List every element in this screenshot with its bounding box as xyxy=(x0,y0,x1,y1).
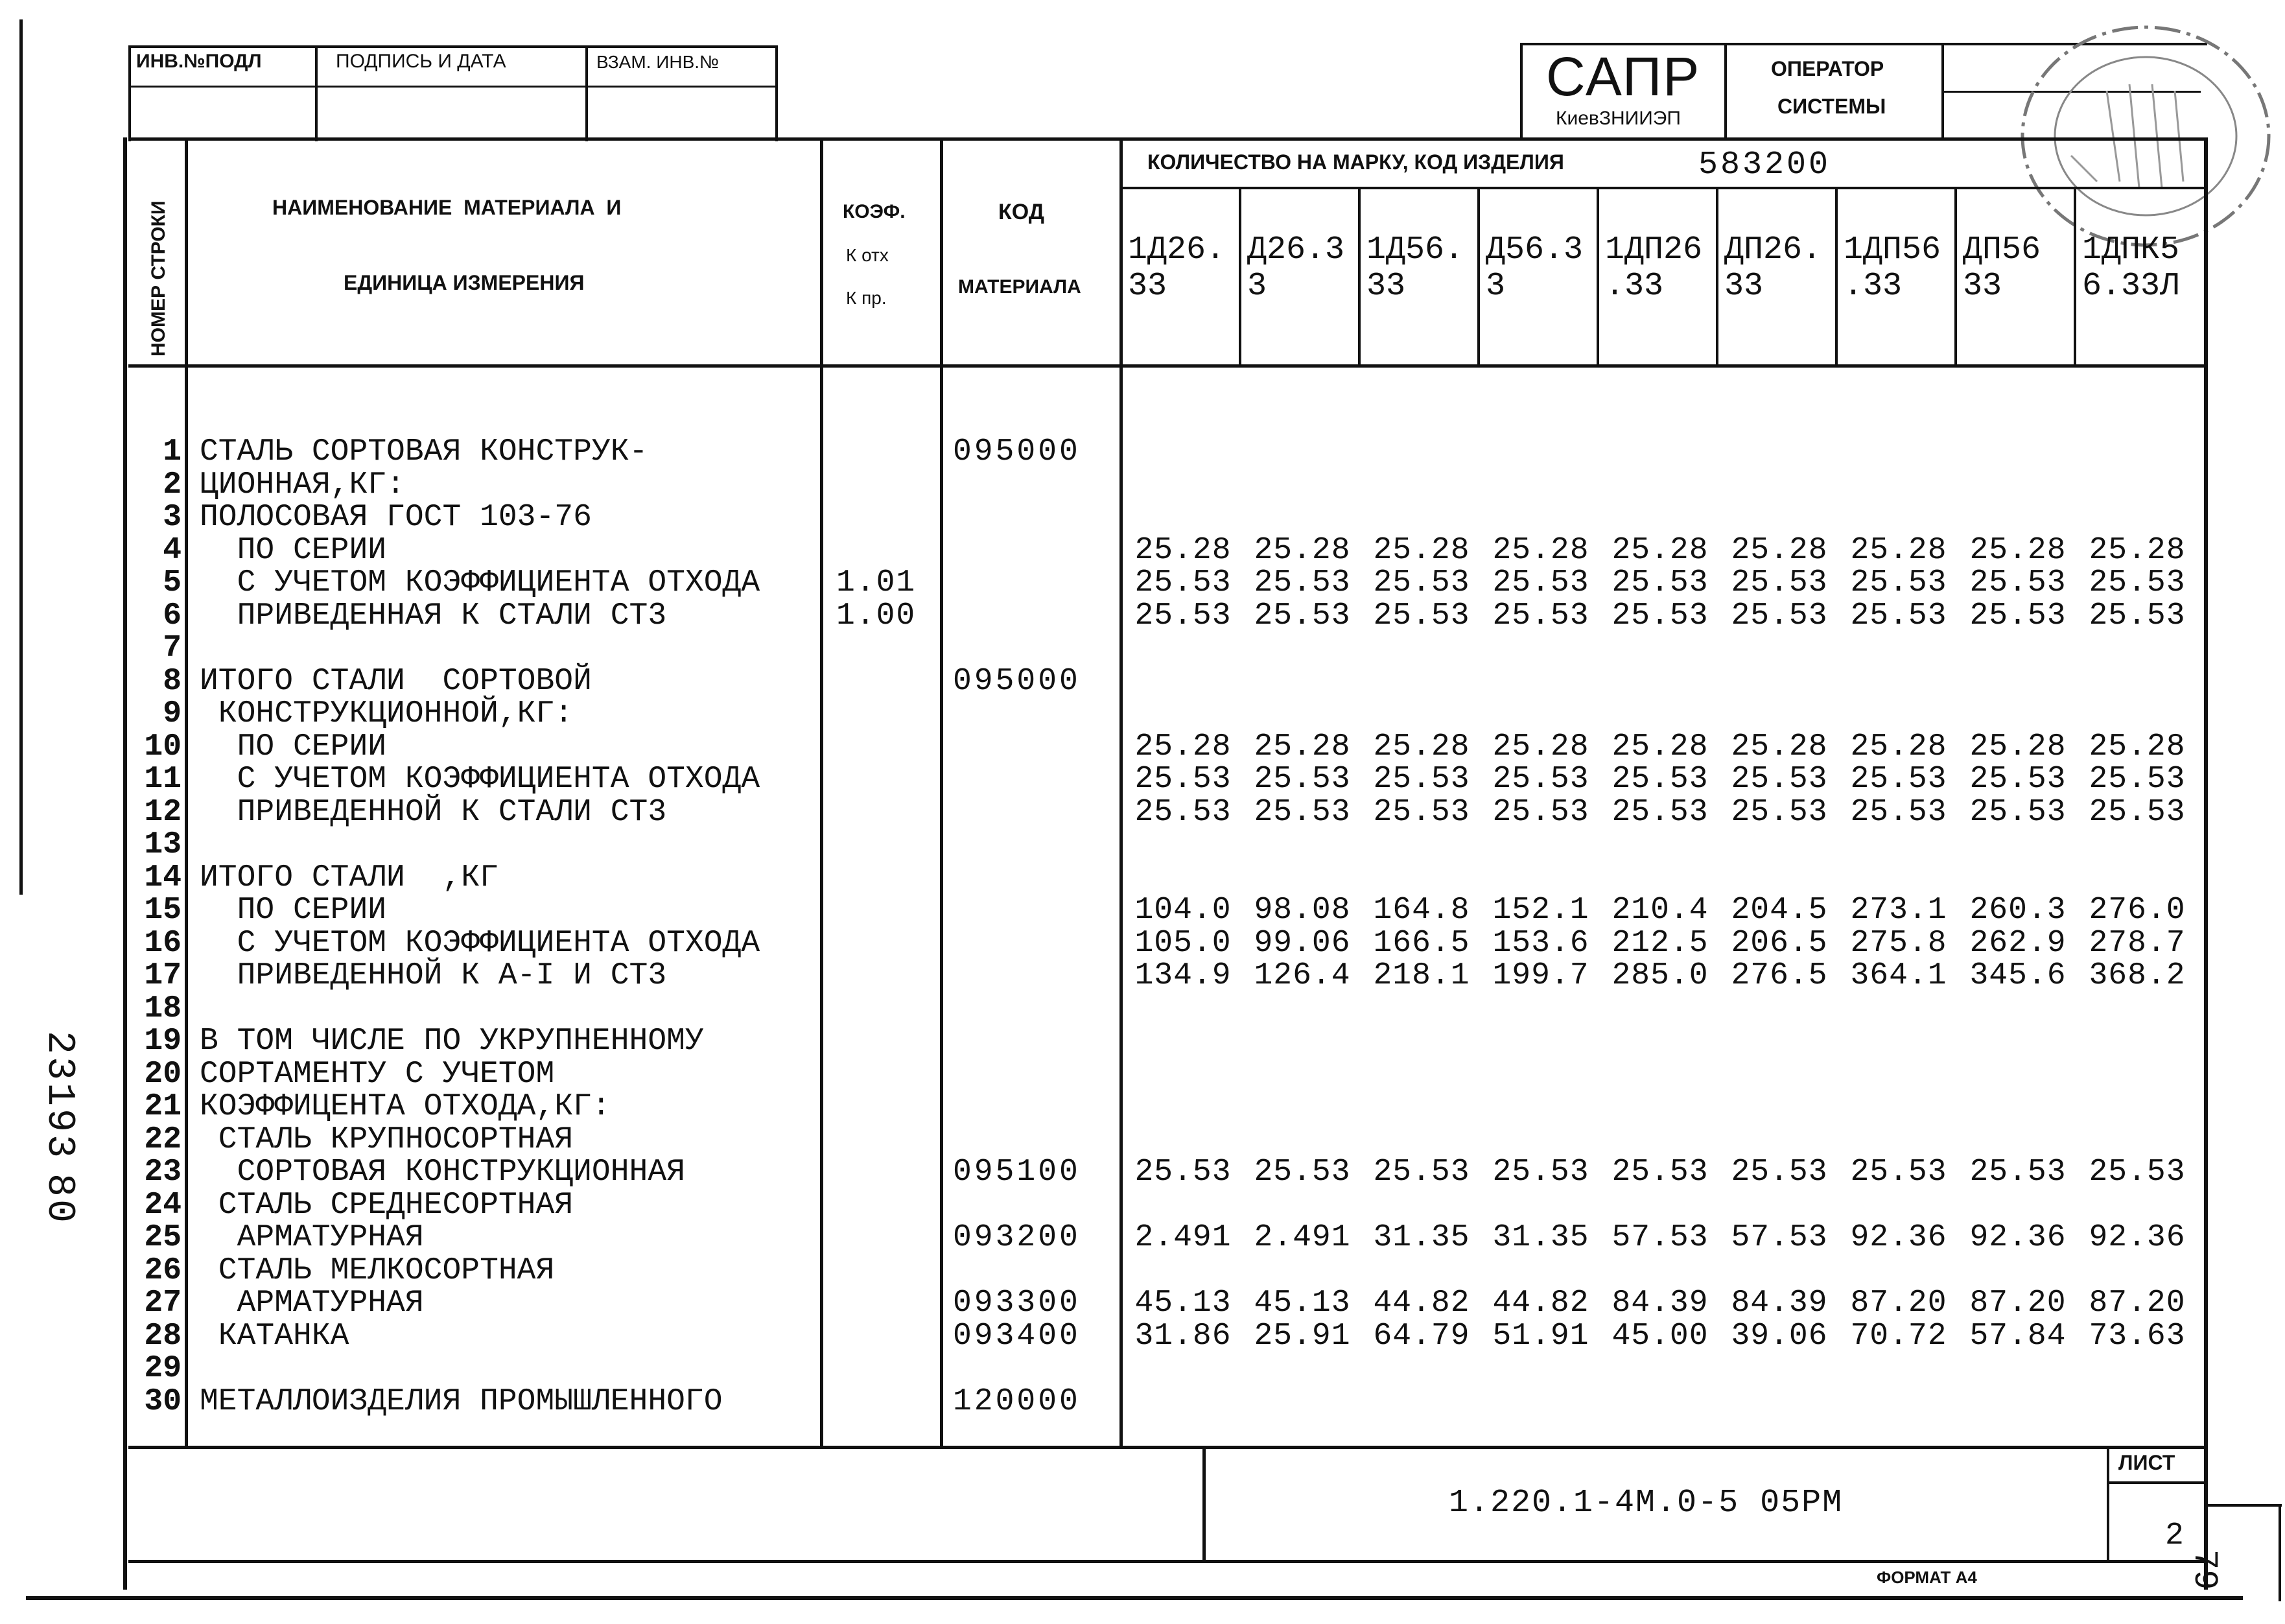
sheet-number: 2 xyxy=(2165,1518,2184,1553)
quantity-cell: 199.7 xyxy=(1492,958,1589,993)
row-number: 28 xyxy=(144,1319,182,1354)
quantity-cell: 104.0 xyxy=(1134,893,1232,928)
quantity-cell: 92.36 xyxy=(2089,1220,2186,1255)
quantity-cell: 25.28 xyxy=(1492,533,1589,568)
quantity-cell: 276.0 xyxy=(2089,893,2186,928)
row-number: 25 xyxy=(144,1220,182,1255)
quantity-cell: 25.91 xyxy=(1254,1319,1351,1354)
product-column-label: 1ДПК5 6.33Л xyxy=(2082,231,2180,305)
row-number: 27 xyxy=(144,1286,182,1321)
quantity-cell: 25.53 xyxy=(1373,762,1470,797)
quantity-cell: 260.3 xyxy=(1969,893,2067,928)
quantity-cell: 45.00 xyxy=(1611,1319,1709,1354)
row-number: 15 xyxy=(144,893,182,928)
row-number: 22 xyxy=(144,1122,182,1157)
quantity-cell: 25.53 xyxy=(1611,1155,1709,1190)
quantity-cell: 25.28 xyxy=(1611,533,1709,568)
quantity-cell: 25.53 xyxy=(1850,795,1947,830)
row-number: 4 xyxy=(163,533,182,568)
material-name: КОЭФФИЦЕНТА ОТХОДА,КГ: xyxy=(200,1089,611,1124)
quantity-cell: 204.5 xyxy=(1731,893,1828,928)
material-code: 093200 xyxy=(953,1220,1081,1255)
row-number: 17 xyxy=(144,958,182,993)
quantity-cell: 99.06 xyxy=(1254,926,1351,961)
operator-label: ОПЕРАТОР xyxy=(1771,57,1884,80)
row-number: 24 xyxy=(144,1188,182,1223)
quantity-cell: 25.53 xyxy=(1731,762,1828,797)
quantity-cell: 25.28 xyxy=(1850,729,1947,764)
row-number: 19 xyxy=(144,1024,182,1059)
quantity-cell: 25.28 xyxy=(1969,533,2067,568)
material-name: ПО СЕРИИ xyxy=(200,729,387,764)
material-name: СТАЛЬ СРЕДНЕСОРТНАЯ xyxy=(200,1188,574,1223)
quantity-cell: 25.53 xyxy=(1850,762,1947,797)
quantity-cell: 25.53 xyxy=(1611,565,1709,600)
material-name: С УЧЕТОМ КОЭФФИЦИЕНТА ОТХОДА xyxy=(200,565,760,600)
quantity-cell: 57.84 xyxy=(1969,1319,2067,1354)
quantity-cell: 25.53 xyxy=(1134,795,1232,830)
quantity-cell: 25.53 xyxy=(1373,565,1470,600)
quantity-cell: 45.13 xyxy=(1254,1286,1351,1321)
stamp-inv-label: ИНВ.№ПОДЛ xyxy=(136,51,262,72)
material-header-line2: ЕДИНИЦА ИЗМЕРЕНИЯ xyxy=(344,271,585,294)
quantity-cell: 92.36 xyxy=(1850,1220,1947,1255)
material-name: СОРТАМЕНТУ С УЧЕТОМ xyxy=(200,1057,555,1092)
coef-header-line2: К отх xyxy=(846,245,889,265)
quantity-cell: 31.86 xyxy=(1134,1319,1232,1354)
material-code: 095100 xyxy=(953,1155,1081,1190)
quantity-cell: 25.53 xyxy=(1134,598,1232,633)
quantity-cell: 25.53 xyxy=(1969,598,2067,633)
material-name: ЦИОННАЯ,КГ: xyxy=(200,467,405,502)
product-column-label: Д56.3 3 xyxy=(1486,231,1584,305)
material-name: КАТАНКА xyxy=(200,1319,349,1354)
quantity-cell: 25.53 xyxy=(1254,762,1351,797)
product-column-label: 1Д56. 33 xyxy=(1366,231,1464,305)
quantity-cell: 218.1 xyxy=(1373,958,1470,993)
material-name: ПРИВЕДЕННОЙ К СТАЛИ СТ3 xyxy=(200,795,667,830)
material-name: С УЧЕТОМ КОЭФФИЦИЕНТА ОТХОДА xyxy=(200,926,760,961)
quantity-cell: 25.28 xyxy=(2089,729,2186,764)
seal-stamp xyxy=(2010,13,2282,259)
quantity-cell: 25.28 xyxy=(1254,533,1351,568)
row-number: 16 xyxy=(144,926,182,961)
quantity-cell: 25.53 xyxy=(1254,598,1351,633)
quantity-cell: 278.7 xyxy=(2089,926,2186,961)
material-name: АРМАТУРНАЯ xyxy=(200,1286,424,1321)
quantity-cell: 25.53 xyxy=(1492,762,1589,797)
quantity-cell: 25.53 xyxy=(1731,1155,1828,1190)
quantity-cell: 25.53 xyxy=(1611,795,1709,830)
product-column-label: ДП56 33 xyxy=(1963,231,2041,305)
quantity-cell: 153.6 xyxy=(1492,926,1589,961)
quantity-cell: 276.5 xyxy=(1731,958,1828,993)
quantity-cell: 25.28 xyxy=(1134,533,1232,568)
coef-header-line3: К пр. xyxy=(846,288,887,308)
quantity-cell: 285.0 xyxy=(1611,958,1709,993)
material-name: В ТОМ ЧИСЛЕ ПО УКРУПНЕННОМУ xyxy=(200,1024,704,1059)
row-number: 7 xyxy=(163,631,182,666)
product-column-label: Д26.3 3 xyxy=(1247,231,1345,305)
material-name: СТАЛЬ СОРТОВАЯ КОНСТРУК- xyxy=(200,434,648,469)
quantity-cell: 39.06 xyxy=(1731,1319,1828,1354)
quantity-cell: 25.53 xyxy=(1492,598,1589,633)
row-number: 6 xyxy=(163,598,182,633)
coef-value: 1.01 xyxy=(836,565,917,600)
document-code: 1.220.1-4М.0-5 05РМ xyxy=(1449,1485,1844,1522)
row-number: 3 xyxy=(163,500,182,535)
sapr-org: КиевЗНИИЭП xyxy=(1556,108,1681,129)
material-name: ПРИВЕДЕННОЙ К А-I И СТ3 xyxy=(200,958,667,993)
row-number: 5 xyxy=(163,565,182,600)
quantity-cell: 206.5 xyxy=(1731,926,1828,961)
product-column-label: 1ДП26 .33 xyxy=(1605,231,1703,305)
row-number: 10 xyxy=(144,729,182,764)
material-name: СТАЛЬ МЕЛКОСОРТНАЯ xyxy=(200,1253,555,1288)
row-number: 2 xyxy=(163,467,182,502)
quantity-cell: 25.28 xyxy=(1134,729,1232,764)
quantity-cell: 166.5 xyxy=(1373,926,1470,961)
quantity-cell: 25.53 xyxy=(1373,598,1470,633)
coef-value: 1.00 xyxy=(836,598,917,633)
quantity-cell: 25.53 xyxy=(1254,1155,1351,1190)
quantity-cell: 25.53 xyxy=(1731,598,1828,633)
quantity-cell: 105.0 xyxy=(1134,926,1232,961)
code-header-line2: МАТЕРИАЛА xyxy=(958,276,1081,298)
side-code-1: 23193 xyxy=(37,1031,81,1161)
quantity-cell: 152.1 xyxy=(1492,893,1589,928)
quantity-cell: 345.6 xyxy=(1969,958,2067,993)
quantity-cell: 25.28 xyxy=(1373,533,1470,568)
material-name: ПОЛОСОВАЯ ГОСТ 103-76 xyxy=(200,500,592,535)
quantity-cell: 368.2 xyxy=(2089,958,2186,993)
quantity-cell: 210.4 xyxy=(1611,893,1709,928)
product-column-label: 1ДП56 .33 xyxy=(1844,231,1941,305)
row-number: 1 xyxy=(163,434,182,469)
product-column-label: 1Д26. 33 xyxy=(1128,231,1226,305)
quantity-header: КОЛИЧЕСТВО НА МАРКУ, КОД ИЗДЕЛИЯ xyxy=(1147,150,1564,174)
row-number: 21 xyxy=(144,1089,182,1124)
quantity-cell: 25.53 xyxy=(1969,565,2067,600)
quantity-cell: 25.53 xyxy=(1731,795,1828,830)
quantity-cell: 25.53 xyxy=(1492,1155,1589,1190)
quantity-cell: 25.28 xyxy=(1373,729,1470,764)
quantity-cell: 25.28 xyxy=(1731,729,1828,764)
quantity-cell: 25.53 xyxy=(1969,1155,2067,1190)
row-number: 26 xyxy=(144,1253,182,1288)
row-number: 14 xyxy=(144,860,182,895)
row-number: 13 xyxy=(144,827,182,862)
quantity-cell: 25.53 xyxy=(1492,795,1589,830)
quantity-cell: 25.53 xyxy=(1134,565,1232,600)
quantity-cell: 262.9 xyxy=(1969,926,2067,961)
row-number: 18 xyxy=(144,991,182,1026)
row-number: 29 xyxy=(144,1351,182,1386)
system-label: СИСТЕМЫ xyxy=(1777,95,1886,118)
material-name: СТАЛЬ КРУПНОСОРТНАЯ xyxy=(200,1122,574,1157)
row-number: 9 xyxy=(163,696,182,731)
quantity-cell: 25.53 xyxy=(1611,598,1709,633)
material-header-line1: НАИМЕНОВАНИЕ МАТЕРИАЛА И xyxy=(272,196,622,219)
quantity-cell: 25.53 xyxy=(1611,762,1709,797)
quantity-cell: 31.35 xyxy=(1373,1220,1470,1255)
quantity-cell: 25.53 xyxy=(2089,565,2186,600)
quantity-cell: 164.8 xyxy=(1373,893,1470,928)
quantity-cell: 25.53 xyxy=(1850,1155,1947,1190)
quantity-cell: 25.53 xyxy=(1134,1155,1232,1190)
quantity-cell: 2.491 xyxy=(1254,1220,1351,1255)
quantity-cell: 25.28 xyxy=(1611,729,1709,764)
quantity-cell: 87.20 xyxy=(2089,1286,2186,1321)
format-label: ФОРМАТ А4 xyxy=(1877,1568,1977,1587)
quantity-cell: 212.5 xyxy=(1611,926,1709,961)
material-name: АРМАТУРНАЯ xyxy=(200,1220,424,1255)
product-column-label: ДП26. 33 xyxy=(1724,231,1822,305)
material-name: ИТОГО СТАЛИ ,КГ xyxy=(200,860,498,895)
material-name: МЕТАЛЛОИЗДЕЛИЯ ПРОМЫШЛЕННОГО xyxy=(200,1384,723,1419)
quantity-cell: 25.53 xyxy=(1254,565,1351,600)
quantity-cell: 31.35 xyxy=(1492,1220,1589,1255)
quantity-cell: 25.53 xyxy=(1850,598,1947,633)
sapr-logo: САПР xyxy=(1546,46,1701,107)
quantity-cell: 25.28 xyxy=(1969,729,2067,764)
quantity-cell: 25.28 xyxy=(2089,533,2186,568)
quantity-cell: 364.1 xyxy=(1850,958,1947,993)
quantity-cell: 25.53 xyxy=(1731,565,1828,600)
quantity-cell: 25.53 xyxy=(1254,795,1351,830)
row-number: 12 xyxy=(144,795,182,830)
quantity-cell: 273.1 xyxy=(1850,893,1947,928)
sheet-label: ЛИСТ xyxy=(2118,1451,2175,1474)
stamp-replace-label: ВЗАМ. ИНВ.№ xyxy=(596,52,720,72)
code-header-line1: КОД xyxy=(998,200,1044,224)
quantity-cell: 73.63 xyxy=(2089,1319,2186,1354)
quantity-cell: 25.53 xyxy=(2089,795,2186,830)
material-code: 120000 xyxy=(953,1384,1081,1419)
quantity-cell: 134.9 xyxy=(1134,958,1232,993)
quantity-cell: 126.4 xyxy=(1254,958,1351,993)
material-code: 095000 xyxy=(953,434,1081,469)
row-number: 11 xyxy=(144,762,182,797)
material-name: КОНСТРУКЦИОННОЙ,КГ: xyxy=(200,696,574,731)
quantity-cell: 44.82 xyxy=(1492,1286,1589,1321)
row-number-header: НОМЕР СТРОКИ xyxy=(148,200,169,357)
quantity-cell: 45.13 xyxy=(1134,1286,1232,1321)
material-code: 095000 xyxy=(953,664,1081,699)
quantity-cell: 64.79 xyxy=(1373,1319,1470,1354)
quantity-cell: 25.28 xyxy=(1731,533,1828,568)
material-name: ПРИВЕДЕННАЯ К СТАЛИ СТ3 xyxy=(200,598,667,633)
material-name: С УЧЕТОМ КОЭФФИЦИЕНТА ОТХОДА xyxy=(200,762,760,797)
quantity-cell: 25.53 xyxy=(1969,762,2067,797)
row-number: 8 xyxy=(163,664,182,699)
stamp-signature-label: ПОДПИСЬ И ДАТА xyxy=(336,51,506,72)
material-name: ПО СЕРИИ xyxy=(200,533,387,568)
quantity-cell: 25.53 xyxy=(1850,565,1947,600)
row-number: 20 xyxy=(144,1057,182,1092)
quantity-cell: 98.08 xyxy=(1254,893,1351,928)
quantity-cell: 25.53 xyxy=(1373,795,1470,830)
material-code: 093300 xyxy=(953,1286,1081,1321)
quantity-cell: 25.28 xyxy=(1850,533,1947,568)
quantity-cell: 25.28 xyxy=(1254,729,1351,764)
material-name: СОРТОВАЯ КОНСТРУКЦИОННАЯ xyxy=(200,1155,685,1190)
row-number: 30 xyxy=(144,1384,182,1419)
quantity-cell: 25.53 xyxy=(2089,598,2186,633)
quantity-cell: 25.53 xyxy=(1134,762,1232,797)
material-name: ИТОГО СТАЛИ СОРТОВОЙ xyxy=(200,664,592,699)
material-code: 093400 xyxy=(953,1319,1081,1354)
quantity-cell: 57.53 xyxy=(1611,1220,1709,1255)
quantity-cell: 2.491 xyxy=(1134,1220,1232,1255)
product-code: 583200 xyxy=(1698,147,1831,183)
quantity-cell: 25.53 xyxy=(1373,1155,1470,1190)
quantity-cell: 92.36 xyxy=(1969,1220,2067,1255)
quantity-cell: 51.91 xyxy=(1492,1319,1589,1354)
quantity-cell: 44.82 xyxy=(1373,1286,1470,1321)
quantity-cell: 25.53 xyxy=(2089,1155,2186,1190)
quantity-cell: 70.72 xyxy=(1850,1319,1947,1354)
side-code-2: 80 xyxy=(37,1173,81,1226)
material-name: ПО СЕРИИ xyxy=(200,893,387,928)
page-side-number: 79 xyxy=(2185,1549,2223,1590)
quantity-cell: 25.53 xyxy=(1969,795,2067,830)
quantity-cell: 84.39 xyxy=(1731,1286,1828,1321)
quantity-cell: 25.53 xyxy=(2089,762,2186,797)
quantity-cell: 25.28 xyxy=(1492,729,1589,764)
quantity-cell: 84.39 xyxy=(1611,1286,1709,1321)
quantity-cell: 87.20 xyxy=(1969,1286,2067,1321)
row-number: 23 xyxy=(144,1155,182,1190)
coef-header-line1: КОЭФ. xyxy=(843,201,906,222)
quantity-cell: 25.53 xyxy=(1492,565,1589,600)
quantity-cell: 57.53 xyxy=(1731,1220,1828,1255)
quantity-cell: 275.8 xyxy=(1850,926,1947,961)
quantity-cell: 87.20 xyxy=(1850,1286,1947,1321)
